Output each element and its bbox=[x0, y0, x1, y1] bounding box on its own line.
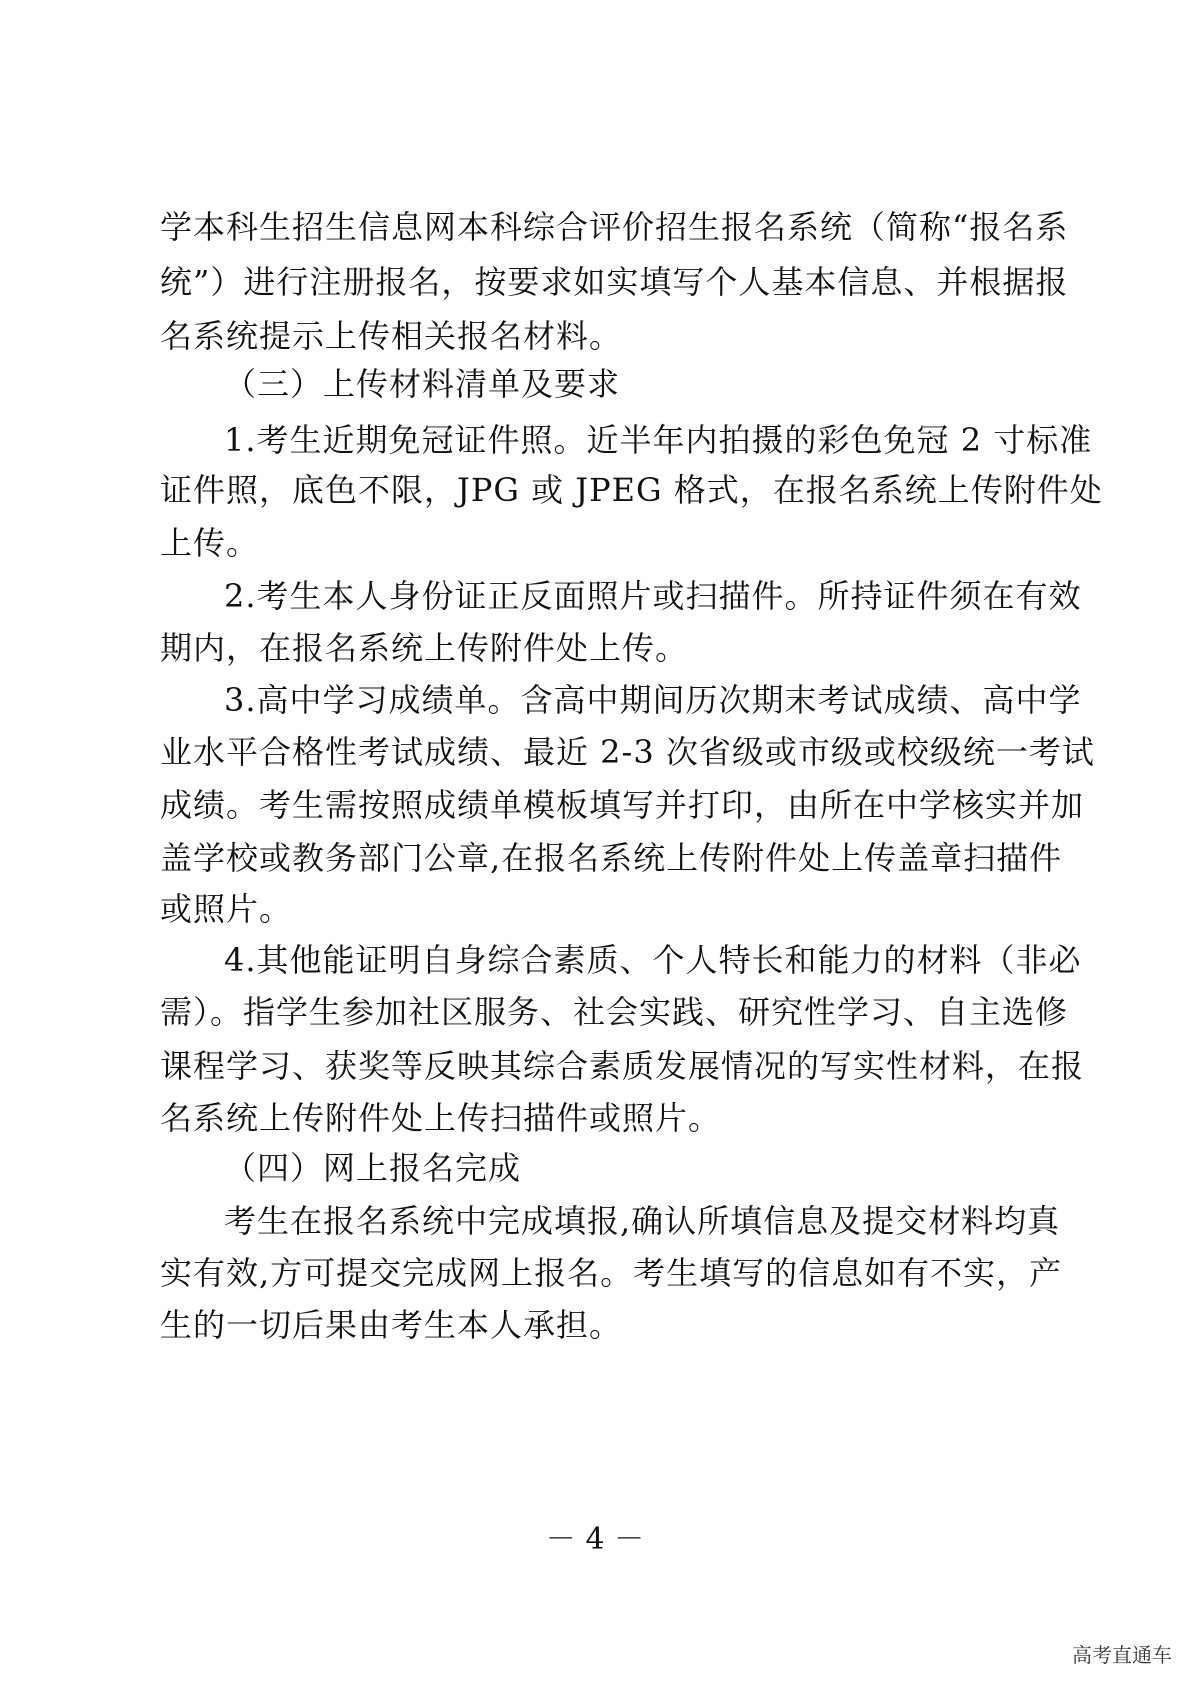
text-line: 上传。 bbox=[160, 524, 260, 562]
text-line: 1.考生近期免冠证件照。近半年内拍摄的彩色免冠 2 寸标准 bbox=[224, 421, 1093, 459]
text-line: 名系统提示上传相关报名材料。 bbox=[160, 317, 623, 355]
section-heading: （四）网上报名完成 bbox=[224, 1149, 522, 1187]
text-line: 证件照，底色不限，JPG 或 JPEG 格式，在报名系统上传附件处 bbox=[160, 471, 1103, 509]
text-line: 学本科生招生信息网本科综合评价招生报名系统（简称“报名系 bbox=[160, 208, 1069, 246]
text-line: 实有效,方可提交完成网上报名。考生填写的信息如有不实，产 bbox=[160, 1254, 1063, 1292]
page-number: － 4 － bbox=[545, 1522, 645, 1557]
text-line: 名系统上传附件处上传扫描件或照片。 bbox=[160, 1099, 722, 1137]
text-line: 需）。指学生参加社区服务、社会实践、研究性学习、自主选修 bbox=[160, 993, 1069, 1031]
text-line: 成绩。考生需按照成绩单模板填写并打印，由所在中学核实并加 bbox=[160, 786, 1085, 824]
text-line: 3.高中学习成绩单。含高中期间历次期末考试成绩、高中学 bbox=[224, 681, 1082, 719]
watermark-text: 高考直通车 bbox=[1072, 1643, 1172, 1667]
text-line: 生的一切后果由考生本人承担。 bbox=[160, 1306, 623, 1344]
text-line: 考生在报名系统中完成填报,确认所填信息及提交材料均真 bbox=[224, 1202, 1061, 1240]
text-line: 课程学习、获奖等反映其综合素质发展情况的写实性材料，在报 bbox=[160, 1047, 1085, 1085]
text-line: 2.考生本人身份证正反面照片或扫描件。所持证件须在有效 bbox=[224, 577, 1082, 615]
section-heading: （三）上传材料清单及要求 bbox=[224, 365, 621, 403]
text-line: 盖学校或教务部门公章,在报名系统上传附件处上传盖章扫描件 bbox=[160, 839, 1063, 877]
text-line: 4.其他能证明自身综合素质、个人特长和能力的材料（非必 bbox=[224, 941, 1082, 979]
text-line: 或照片。 bbox=[160, 890, 293, 928]
text-line: 期内，在报名系统上传附件处上传。 bbox=[160, 629, 689, 667]
text-line: 统”）进行注册报名，按要求如实填写个人基本信息、并根据报 bbox=[160, 263, 1069, 301]
text-line: 业水平合格性考试成绩、最近 2-3 次省级或市级或校级统一考试 bbox=[160, 733, 1095, 771]
